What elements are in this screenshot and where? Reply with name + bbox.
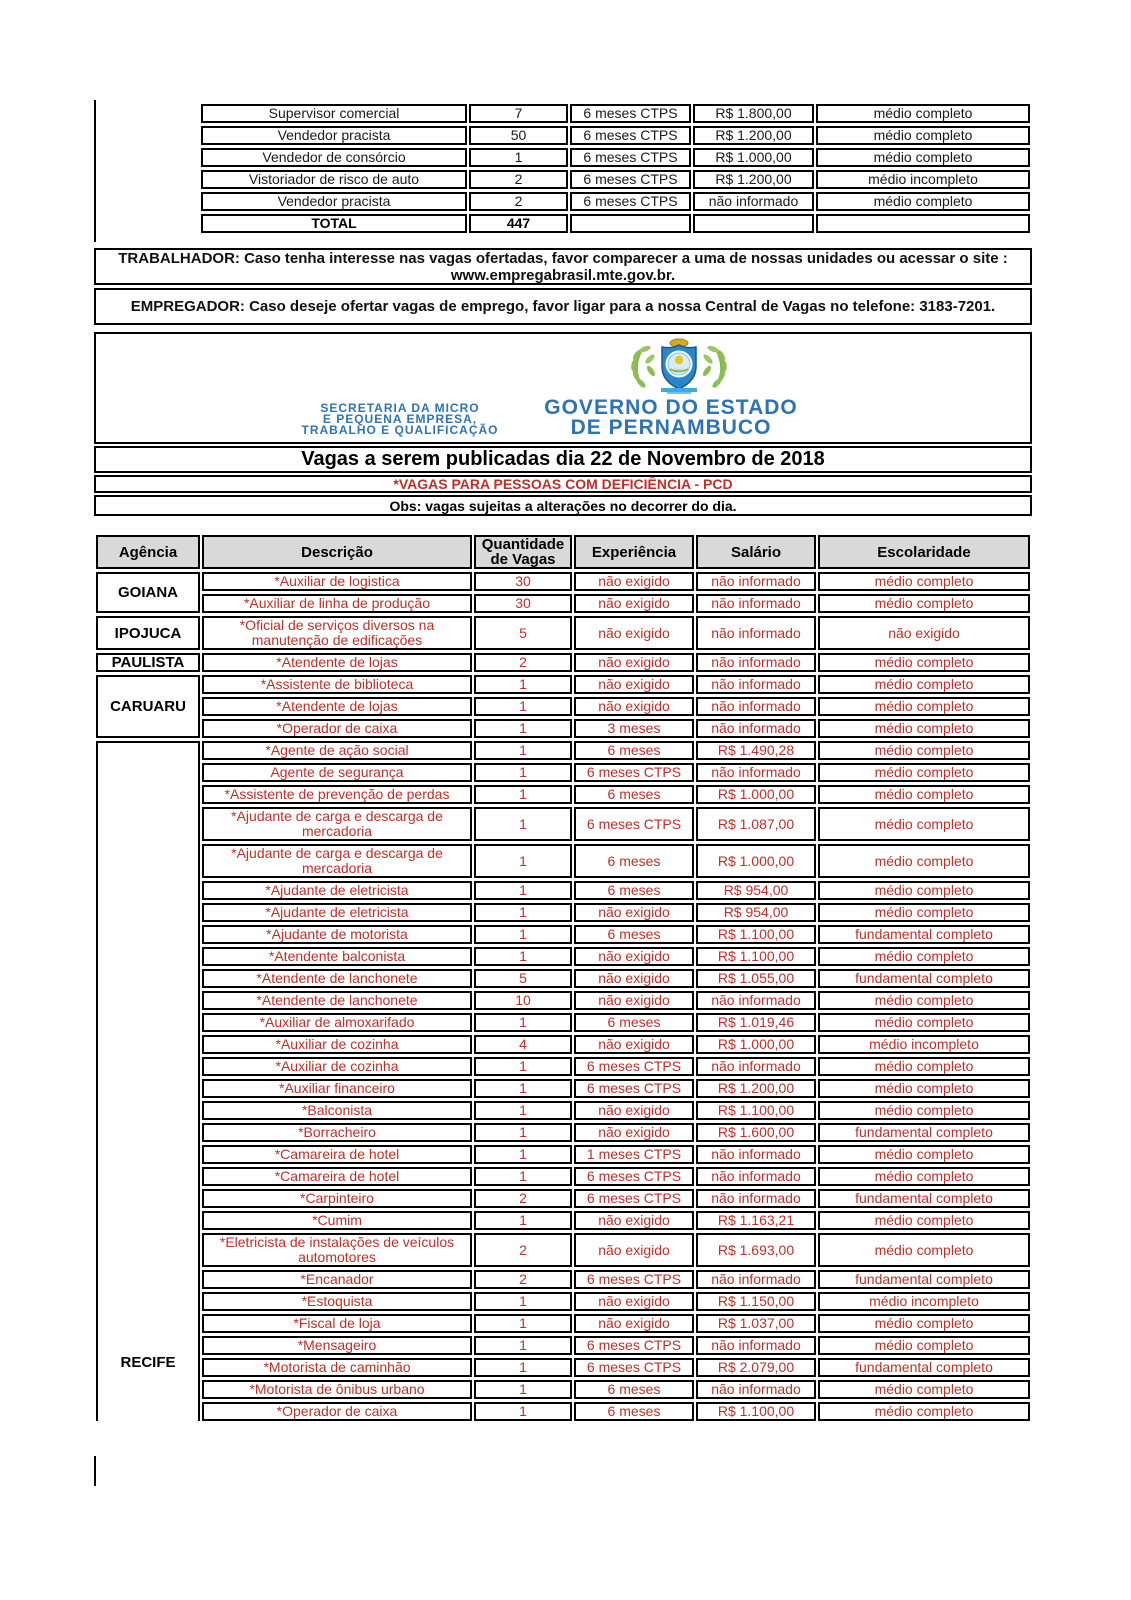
cell-escolaridade: médio completo: [818, 1079, 1030, 1098]
top-cell-quantidade: 1: [469, 148, 568, 167]
agency-cell-recife: [96, 741, 200, 1421]
top-cell-escolaridade: médio incompleto: [816, 170, 1030, 189]
page-title: Vagas a serem publicadas dia 22 de Novembro de 2018: [301, 448, 825, 470]
cell-salario: não informado: [696, 1057, 816, 1076]
cell-salario: R$ 1.087,00: [696, 807, 816, 841]
top-cell-salario: R$ 1.200,00: [693, 170, 814, 189]
trabalhador-notice: [94, 248, 1032, 285]
cell-salario: R$ 1.055,00: [696, 969, 816, 988]
vacancy-row: [96, 1079, 1030, 1098]
cell-experiencia: não exigido: [574, 594, 694, 613]
vacancies-table-header: [96, 535, 1030, 569]
cell-descricao: *Eletricista de instalações de veículos automotores: [202, 1233, 472, 1267]
cell-experiencia: não exigido: [574, 1292, 694, 1311]
cell-quantidade: 1: [474, 1336, 572, 1355]
cell-experiencia: 6 meses: [574, 925, 694, 944]
vacancy-row: [96, 594, 1030, 613]
trabalhador-notice-line1: TRABALHADOR: Caso tenha interesse nas vagas ofertadas, favor comparecer a uma de nossas unidades ou acessar o site :: [118, 249, 1008, 267]
total-empty-cell: [693, 214, 814, 233]
cell-experiencia: 6 meses CTPS: [574, 1079, 694, 1098]
cell-escolaridade: médio completo: [818, 807, 1030, 841]
vacancy-row: [96, 616, 1030, 650]
cell-quantidade: 1: [474, 697, 572, 716]
cell-descricao: *Atendente de lojas: [202, 653, 472, 672]
cell-descricao: *Ajudante de carga e descarga de mercadoria: [202, 807, 472, 841]
agency-label: CARUARU: [110, 698, 186, 715]
cell-salario: não informado: [696, 675, 816, 694]
cell-salario: R$ 1.600,00: [696, 1123, 816, 1142]
cell-escolaridade: médio completo: [818, 763, 1030, 782]
cell-salario: não informado: [696, 697, 816, 716]
cell-descricao: *Motorista de caminhão: [202, 1358, 472, 1377]
cell-experiencia: 6 meses CTPS: [574, 1167, 694, 1186]
cell-descricao: *Motorista de ônibus urbano: [202, 1380, 472, 1399]
cell-salario: R$ 1.100,00: [696, 1101, 816, 1120]
cell-escolaridade: médio completo: [818, 1101, 1030, 1120]
cell-experiencia: não exigido: [574, 991, 694, 1010]
top-table-left-border: [94, 100, 96, 242]
vacancy-row: [96, 903, 1030, 922]
cell-quantidade: 1: [474, 719, 572, 738]
total-row: [201, 214, 1030, 233]
top-cell-quantidade: 2: [469, 170, 568, 189]
cell-descricao: *Ajudante de motorista: [202, 925, 472, 944]
cell-salario: R$ 1.000,00: [696, 785, 816, 804]
vacancy-row: [96, 969, 1030, 988]
branding-box: [94, 332, 1032, 444]
cell-quantidade: 1: [474, 785, 572, 804]
top-cell-quantidade: 7: [469, 104, 568, 123]
cell-quantidade: 2: [474, 1233, 572, 1267]
governo-line1: GOVERNO DO ESTADO: [544, 396, 798, 419]
top-cell-experiencia: 6 meses CTPS: [570, 192, 691, 211]
cell-quantidade: 1: [474, 1358, 572, 1377]
cell-quantidade: 2: [474, 653, 572, 672]
cell-experiencia: não exigido: [574, 675, 694, 694]
top-cell-escolaridade: médio completo: [816, 126, 1030, 145]
cell-quantidade: 1: [474, 1314, 572, 1333]
cell-escolaridade: médio completo: [818, 697, 1030, 716]
cell-salario: R$ 1.100,00: [696, 947, 816, 966]
cell-escolaridade: médio incompleto: [818, 1035, 1030, 1054]
cell-salario: não informado: [696, 616, 816, 650]
cell-descricao: *Estoquista: [202, 1292, 472, 1311]
header-escolaridade: Escolaridade: [818, 535, 1030, 569]
total-label: TOTAL: [201, 214, 467, 233]
cell-descricao: *Encanador: [202, 1270, 472, 1289]
cell-experiencia: não exigido: [574, 697, 694, 716]
cell-salario: não informado: [696, 653, 816, 672]
cell-salario: não informado: [696, 991, 816, 1010]
cell-escolaridade: médio completo: [818, 1402, 1030, 1421]
agency-label: PAULISTA: [111, 654, 185, 671]
secretaria-line1: SECRETARIA DA MICRO: [320, 401, 480, 415]
cell-quantidade: 1: [474, 844, 572, 878]
cell-descricao: *Ajudante de carga e descarga de mercadoria: [202, 844, 472, 878]
cell-salario: R$ 2.079,00: [696, 1358, 816, 1377]
cell-descricao: *Ajudante de eletricista: [202, 881, 472, 900]
cell-experiencia: 6 meses: [574, 844, 694, 878]
cell-descricao: *Cumim: [202, 1211, 472, 1230]
cell-quantidade: 1: [474, 947, 572, 966]
cell-salario: R$ 1.000,00: [696, 844, 816, 878]
cell-salario: R$ 1.037,00: [696, 1314, 816, 1333]
cell-experiencia: 6 meses: [574, 741, 694, 760]
top-cell-escolaridade: médio completo: [816, 192, 1030, 211]
cell-quantidade: 1: [474, 675, 572, 694]
total-empty-cell: [570, 214, 691, 233]
bottom-table-left-border: [94, 1456, 96, 1486]
vacancy-row: [96, 1035, 1030, 1054]
cell-salario: não informado: [696, 594, 816, 613]
pcd-subtitle: *VAGAS PARA PESSOAS COM DEFICIÊNCIA - PCD: [393, 476, 733, 492]
cell-quantidade: 1: [474, 881, 572, 900]
top-cell-experiencia: 6 meses CTPS: [570, 126, 691, 145]
cell-quantidade: 1: [474, 1211, 572, 1230]
secretaria-line3: TRABALHO E QUALIFICAÇÃO: [301, 423, 499, 437]
obs-note: Obs: vagas sujeitas a alterações no decorrer do dia.: [389, 497, 737, 514]
vacancy-row: [96, 1233, 1030, 1267]
secretaria-line2: E PEQUENA EMPRESA,: [322, 412, 478, 426]
cell-quantidade: 1: [474, 1057, 572, 1076]
cell-experiencia: 1 meses CTPS: [574, 1145, 694, 1164]
cell-experiencia: 6 meses CTPS: [574, 1358, 694, 1377]
top-cell-salario: R$ 1.800,00: [693, 104, 814, 123]
agency-cell-caruaru: [96, 675, 200, 738]
top-cell-salario: não informado: [693, 192, 814, 211]
cell-quantidade: 1: [474, 1101, 572, 1120]
top-cell-salario: R$ 1.200,00: [693, 126, 814, 145]
vacancy-row: [96, 653, 1030, 672]
cell-experiencia: 6 meses: [574, 1013, 694, 1032]
cell-experiencia: 6 meses: [574, 785, 694, 804]
page-title-box: [94, 446, 1032, 473]
cell-salario: R$ 1.200,00: [696, 1079, 816, 1098]
cell-experiencia: 6 meses CTPS: [574, 1189, 694, 1208]
cell-descricao: *Agente de ação social: [202, 741, 472, 760]
cell-escolaridade: fundamental completo: [818, 969, 1030, 988]
vacancy-row: [96, 1402, 1030, 1421]
cell-salario: não informado: [696, 1380, 816, 1399]
cell-quantidade: 1: [474, 1145, 572, 1164]
cell-quantidade: 4: [474, 1035, 572, 1054]
cell-escolaridade: fundamental completo: [818, 1123, 1030, 1142]
obs-note-box: [94, 495, 1032, 516]
pcd-subtitle-box: [94, 475, 1032, 493]
cell-descricao: *Auxiliar de cozinha: [202, 1035, 472, 1054]
vacancy-row: [96, 1013, 1030, 1032]
vacancy-row: [96, 1358, 1030, 1377]
empregador-notice: [94, 288, 1032, 325]
cell-quantidade: 5: [474, 969, 572, 988]
cell-escolaridade: médio completo: [818, 947, 1030, 966]
vacancy-row: [96, 1123, 1030, 1142]
agency-label: GOIANA: [118, 584, 178, 601]
header-salario: Salário: [696, 535, 816, 569]
cell-quantidade: 30: [474, 572, 572, 591]
vacancy-row: [96, 741, 1030, 760]
cell-descricao: *Camareira de hotel: [202, 1167, 472, 1186]
cell-escolaridade: fundamental completo: [818, 1189, 1030, 1208]
cell-salario: R$ 1.693,00: [696, 1233, 816, 1267]
vacancy-row: [96, 572, 1030, 591]
cell-quantidade: 1: [474, 1079, 572, 1098]
top-cell-experiencia: 6 meses CTPS: [570, 170, 691, 189]
cell-quantidade: 1: [474, 925, 572, 944]
header-experiencia: Experiência: [574, 535, 694, 569]
top-cell-experiencia: 6 meses CTPS: [570, 148, 691, 167]
cell-quantidade: 1: [474, 1013, 572, 1032]
trabalhador-notice-url: www.empregabrasil.mte.gov.br.: [450, 266, 676, 284]
cell-descricao: *Operador de caixa: [202, 1402, 472, 1421]
cell-descricao: *Auxiliar de cozinha: [202, 1057, 472, 1076]
empregador-notice-text: EMPREGADOR: Caso deseje ofertar vagas de emprego, favor ligar para a nossa Central de Vagas no telefone: 3183-7201.: [130, 298, 996, 315]
cell-quantidade: 30: [474, 594, 572, 613]
cell-salario: não informado: [696, 1270, 816, 1289]
cell-quantidade: 2: [474, 1270, 572, 1289]
top-table-row: [201, 104, 1030, 123]
vacancy-row: [96, 1167, 1030, 1186]
cell-descricao: *Auxiliar de almoxarifado: [202, 1013, 472, 1032]
vacancy-row: [96, 785, 1030, 804]
cell-quantidade: 1: [474, 1123, 572, 1142]
vacancy-row: [96, 697, 1030, 716]
cell-experiencia: 6 meses CTPS: [574, 1336, 694, 1355]
cell-descricao: *Auxiliar de logistica: [202, 572, 472, 591]
top-table-row: [201, 148, 1030, 167]
cell-quantidade: 1: [474, 1167, 572, 1186]
top-cell-descricao: Vendedor pracista: [201, 126, 467, 145]
total-empty-cell: [816, 214, 1030, 233]
vacancy-row: [96, 1292, 1030, 1311]
cell-quantidade: 1: [474, 903, 572, 922]
cell-escolaridade: médio completo: [818, 1380, 1030, 1399]
governo-line2: DE PERNAMBUCO: [570, 416, 772, 439]
agency-cell-ipojuca: [96, 616, 200, 650]
cell-descricao: *Balconista: [202, 1101, 472, 1120]
cell-experiencia: não exigido: [574, 572, 694, 591]
cell-quantidade: 1: [474, 763, 572, 782]
cell-salario: não informado: [696, 719, 816, 738]
cell-descricao: *Atendente balconista: [202, 947, 472, 966]
cell-descricao: *Borracheiro: [202, 1123, 472, 1142]
top-cell-quantidade: 2: [469, 192, 568, 211]
cell-descricao: *Atendente de lanchonete: [202, 991, 472, 1010]
cell-escolaridade: médio incompleto: [818, 1292, 1030, 1311]
cell-quantidade: 2: [474, 1189, 572, 1208]
cell-descricao: *Assistente de prevenção de perdas: [202, 785, 472, 804]
cell-descricao: *Oficial de serviços diversos na manutenção de edificações: [202, 616, 472, 650]
vacancy-row: [96, 1270, 1030, 1289]
header-descricao: Descrição: [202, 535, 472, 569]
cell-quantidade: 1: [474, 807, 572, 841]
main-table-body: [96, 572, 1030, 1421]
cell-experiencia: 6 meses CTPS: [574, 807, 694, 841]
cell-salario: não informado: [696, 1145, 816, 1164]
governo-wordmark: [491, 398, 851, 438]
cell-quantidade: 1: [474, 1292, 572, 1311]
cell-descricao: *Mensageiro: [202, 1336, 472, 1355]
header-quantidade: Quantidade de Vagas: [474, 535, 572, 569]
cell-quantidade: 1: [474, 1380, 572, 1399]
cell-descricao: *Camareira de hotel: [202, 1145, 472, 1164]
total-value: 447: [469, 214, 568, 233]
top-cell-quantidade: 50: [469, 126, 568, 145]
cell-experiencia: não exigido: [574, 969, 694, 988]
header-agencia: Agência: [96, 535, 200, 569]
cell-salario: R$ 1.100,00: [696, 1402, 816, 1421]
top-table-row: [201, 170, 1030, 189]
top-cell-escolaridade: médio completo: [816, 148, 1030, 167]
cell-escolaridade: médio completo: [818, 991, 1030, 1010]
cell-escolaridade: médio completo: [818, 1233, 1030, 1267]
cell-salario: não informado: [696, 1167, 816, 1186]
top-cell-escolaridade: médio completo: [816, 104, 1030, 123]
cell-experiencia: 3 meses: [574, 719, 694, 738]
cell-experiencia: não exigido: [574, 1035, 694, 1054]
cell-quantidade: 10: [474, 991, 572, 1010]
cell-descricao: *Atendente de lanchonete: [202, 969, 472, 988]
cell-escolaridade: fundamental completo: [818, 1270, 1030, 1289]
cell-experiencia: não exigido: [574, 616, 694, 650]
vacancy-row: [96, 1211, 1030, 1230]
cell-escolaridade: médio completo: [818, 1211, 1030, 1230]
cell-salario: não informado: [696, 1336, 816, 1355]
cell-salario: R$ 1.100,00: [696, 925, 816, 944]
cell-experiencia: não exigido: [574, 653, 694, 672]
vacancy-row: [96, 1101, 1030, 1120]
cell-descricao: *Ajudante de eletricista: [202, 903, 472, 922]
vacancies-table: [94, 532, 1032, 1424]
vacancy-row: [96, 763, 1030, 782]
cell-experiencia: 6 meses CTPS: [574, 1057, 694, 1076]
cell-experiencia: não exigido: [574, 1233, 694, 1267]
cell-escolaridade: médio completo: [818, 1336, 1030, 1355]
cell-experiencia: não exigido: [574, 1314, 694, 1333]
top-cell-experiencia: 6 meses CTPS: [570, 104, 691, 123]
vacancy-row: [96, 1057, 1030, 1076]
vacancy-row: [96, 1314, 1030, 1333]
cell-escolaridade: médio completo: [818, 1013, 1030, 1032]
cell-escolaridade: médio completo: [818, 572, 1030, 591]
cell-descricao: *Assistente de biblioteca: [202, 675, 472, 694]
vacancy-row: [96, 807, 1030, 841]
vacancy-row: [96, 1380, 1030, 1399]
cell-descricao: *Operador de caixa: [202, 719, 472, 738]
cell-escolaridade: médio completo: [818, 844, 1030, 878]
cell-escolaridade: médio completo: [818, 1145, 1030, 1164]
cell-descricao: *Auxiliar de linha de produção: [202, 594, 472, 613]
cell-experiencia: 6 meses CTPS: [574, 1270, 694, 1289]
vacancy-row: [96, 991, 1030, 1010]
cell-salario: R$ 1.163,21: [696, 1211, 816, 1230]
pernambuco-coat-of-arms-logo: [623, 337, 735, 394]
cell-escolaridade: médio completo: [818, 903, 1030, 922]
cell-experiencia: 6 meses: [574, 881, 694, 900]
cell-experiencia: 6 meses CTPS: [574, 763, 694, 782]
top-cell-salario: R$ 1.000,00: [693, 148, 814, 167]
cell-salario: R$ 1.150,00: [696, 1292, 816, 1311]
cell-salario: não informado: [696, 572, 816, 591]
cell-salario: R$ 954,00: [696, 881, 816, 900]
top-cell-descricao: Vistoriador de risco de auto: [201, 170, 467, 189]
cell-escolaridade: fundamental completo: [818, 1358, 1030, 1377]
vacancy-row: [96, 881, 1030, 900]
agency-cell-goiana: [96, 572, 200, 613]
cell-quantidade: 5: [474, 616, 572, 650]
cell-escolaridade: médio completo: [818, 675, 1030, 694]
vacancy-row: [96, 1336, 1030, 1355]
vacancy-row: [96, 947, 1030, 966]
vacancy-row: [96, 1145, 1030, 1164]
cell-salario: não informado: [696, 763, 816, 782]
top-cell-descricao: Supervisor comercial: [201, 104, 467, 123]
cell-quantidade: 1: [474, 741, 572, 760]
cell-escolaridade: médio completo: [818, 881, 1030, 900]
top-table-body: [201, 104, 1030, 233]
agency-cell-paulista: [96, 653, 200, 672]
cell-escolaridade: fundamental completo: [818, 925, 1030, 944]
previous-page-vacancies-table: [199, 101, 1032, 236]
vacancy-row: [96, 1189, 1030, 1208]
cell-experiencia: não exigido: [574, 947, 694, 966]
cell-escolaridade: não exigido: [818, 616, 1030, 650]
cell-experiencia: 6 meses: [574, 1380, 694, 1399]
cell-escolaridade: médio completo: [818, 653, 1030, 672]
agency-label: RECIFE: [120, 1354, 176, 1371]
cell-descricao: *Fiscal de loja: [202, 1314, 472, 1333]
cell-experiencia: não exigido: [574, 903, 694, 922]
top-cell-descricao: Vendedor de consórcio: [201, 148, 467, 167]
cell-escolaridade: médio completo: [818, 719, 1030, 738]
cell-salario: R$ 1.019,46: [696, 1013, 816, 1032]
cell-experiencia: 6 meses: [574, 1402, 694, 1421]
vacancy-row: [96, 719, 1030, 738]
cell-salario: não informado: [696, 1189, 816, 1208]
cell-descricao: Agente de segurança: [202, 763, 472, 782]
agency-label: IPOJUCA: [114, 624, 182, 642]
cell-salario: R$ 1.000,00: [696, 1035, 816, 1054]
vacancy-row: [96, 844, 1030, 878]
cell-experiencia: não exigido: [574, 1211, 694, 1230]
cell-escolaridade: médio completo: [818, 785, 1030, 804]
cell-salario: R$ 954,00: [696, 903, 816, 922]
vacancy-row: [96, 675, 1030, 694]
cell-experiencia: não exigido: [574, 1101, 694, 1120]
cell-salario: R$ 1.490,28: [696, 741, 816, 760]
cell-escolaridade: médio completo: [818, 594, 1030, 613]
cell-escolaridade: médio completo: [818, 741, 1030, 760]
cell-escolaridade: médio completo: [818, 1167, 1030, 1186]
cell-escolaridade: médio completo: [818, 1057, 1030, 1076]
top-table-row: [201, 192, 1030, 211]
top-cell-descricao: Vendedor pracista: [201, 192, 467, 211]
cell-descricao: *Carpinteiro: [202, 1189, 472, 1208]
cell-quantidade: 1: [474, 1402, 572, 1421]
cell-descricao: *Atendente de lojas: [202, 697, 472, 716]
cell-experiencia: não exigido: [574, 1123, 694, 1142]
cell-escolaridade: médio completo: [818, 1314, 1030, 1333]
top-table-row: [201, 126, 1030, 145]
vacancy-row: [96, 925, 1030, 944]
cell-descricao: *Auxiliar financeiro: [202, 1079, 472, 1098]
